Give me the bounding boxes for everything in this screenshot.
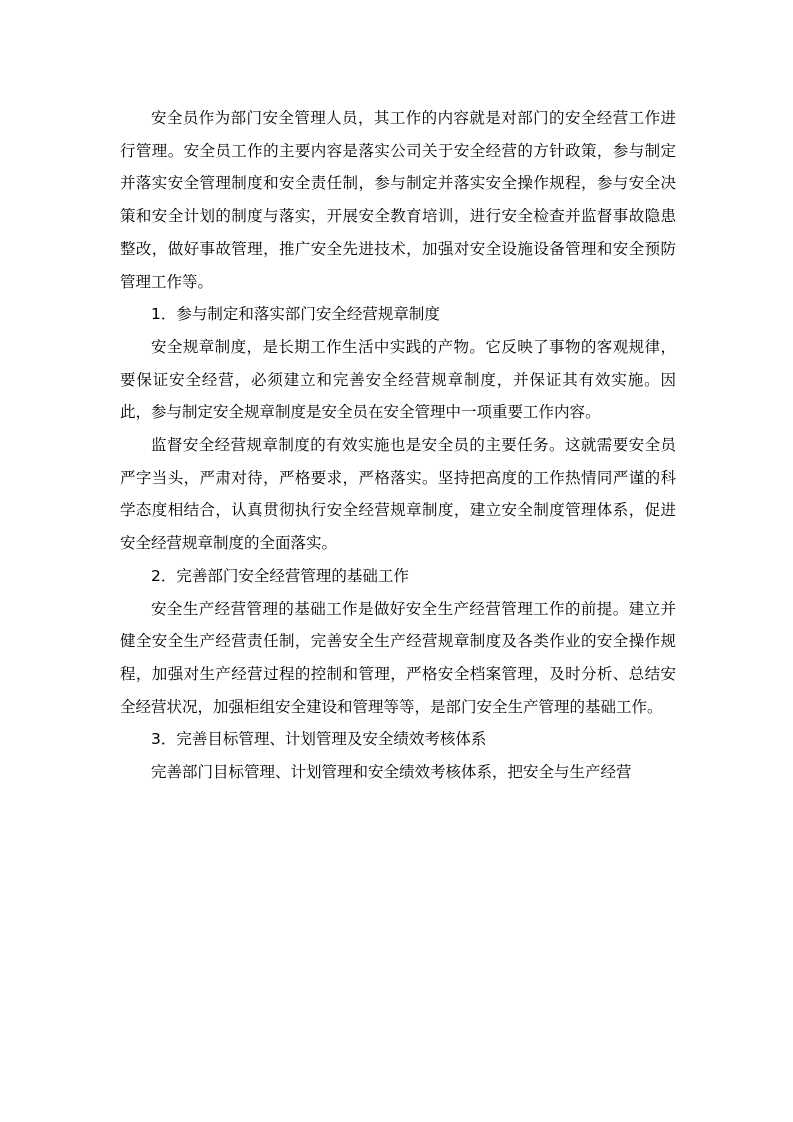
document-page	[120, 102, 676, 789]
body-paragraph: 完善部门目标管理、计划管理和安全绩效考核体系，把安全与生产经营	[151, 763, 632, 782]
section-heading: 2．完善部门安全经营管理的基础工作	[151, 566, 409, 585]
section-heading: 1．参与制定和落实部门安全经营规章制度	[151, 305, 440, 324]
body-paragraph: 安全生产经营管理的基础工作是做好安全生产经营管理工作的前提。建立并健全安全生产经营责任制，完善安全生产经营规章制度及各类作业的安全操作规程，加强对生产经营过程的控制和管理，严格安全档案管理，及时分析、总结安全经营状况，加强柜组安全建设和管理等等，是部门安全生产管理的基础工作。	[120, 599, 676, 716]
body-paragraph: 安全员作为部门安全管理人员，其工作的内容就是对部门的安全经营工作进行管理。安全员工作的主要内容是落实公司关于安全经营的方针政策，参与制定并落实安全管理制度和安全责任制，参与制定并落实安全操作规程，参与安全决策和安全计划的制度与落实，开展安全教育培训，进行安全检查并监督事故隐患整改，做好事故管理，推广安全先进技术，加强对安全设施设备管理和安全预防管理工作等。	[120, 109, 676, 291]
body-paragraph: 监督安全经营规章制度的有效实施也是安全员的主要任务。这就需要安全员严字当头，严肃对待，严格要求，严格落实。坚持把高度的工作热情同严谨的科学态度相结合，认真贯彻执行安全经营规章制度，建立安全制度管理体系，促进安全经营规章制度的全面落实。	[120, 436, 676, 553]
section-heading: 3．完善目标管理、计划管理及安全绩效考核体系	[151, 730, 487, 749]
body-paragraph: 安全规章制度，是长期工作生活中实践的产物。它反映了事物的客观规律，要保证安全经营，必须建立和完善安全经营规章制度，并保证其有效实施。因此，参与制定安全规章制度是安全员在安全管理中一项重要工作内容。	[120, 337, 676, 422]
